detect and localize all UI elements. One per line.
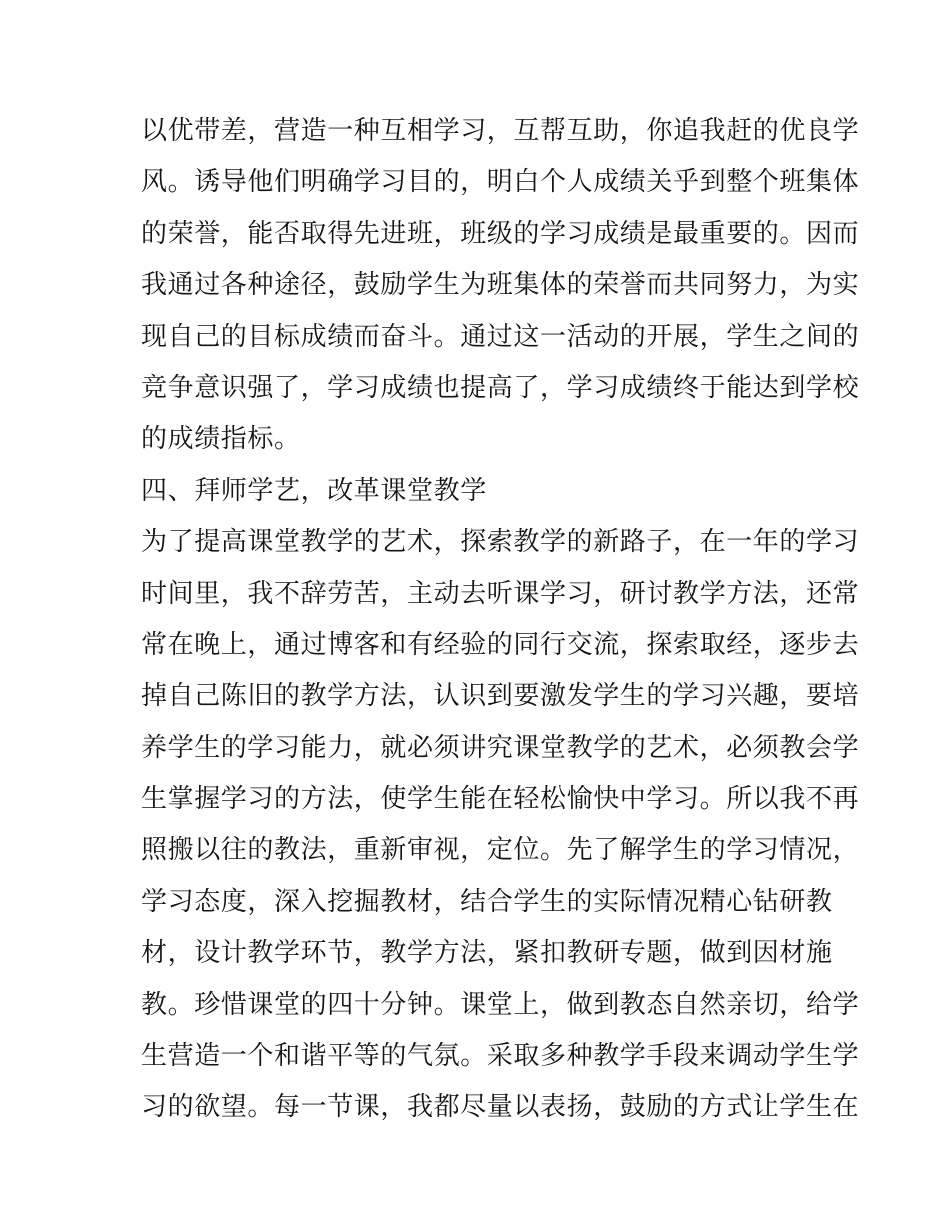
text-line: 时间里，我不辞劳苦，主动去听课学习，研讨教学方法，还常	[141, 578, 860, 609]
text-line: 的荣誉，能否取得先进班，班级的学习成绩是最重要的。因而	[141, 218, 860, 249]
text-line: 以优带差，营造一种互相学习，互帮互助，你追我赶的优良学	[141, 116, 860, 146]
body-text	[141, 106, 860, 1134]
text-line: 教。珍惜课堂的四十分钟。课堂上，做到教态自然亲切，给学	[141, 989, 860, 1020]
text-line: 现自己的目标成绩而奋斗。通过这一活动的开展，学生之间的	[141, 321, 860, 352]
text-line: 为了提高课堂教学的艺术，探索教学的新路子，在一年的学习	[141, 527, 860, 558]
text-line: 掉自己陈旧的教学方法，认识到要激发学生的学习兴趣，要培	[141, 681, 860, 712]
text-line: 养学生的学习能力，就必须讲究课堂教学的艺术，必须教会学	[141, 732, 860, 763]
text-line: 常在晚上，通过博客和有经验的同行交流，探索取经，逐步去	[141, 629, 860, 660]
text-line: 我通过各种途径，鼓励学生为班集体的荣誉而共同努力，为实	[141, 270, 860, 301]
text-line: 生营造一个和谐平等的气氛。采取多种教学手段来调动学生学	[141, 1041, 860, 1072]
text-line: 风。诱导他们明确学习目的，明白个人成绩关乎到整个班集体	[141, 167, 860, 198]
text-line: 生掌握学习的方法，使学生能在轻松愉快中学习。所以我不再	[141, 784, 860, 815]
text-line: 学习态度，深入挖掘教材，结合学生的实际情况精心钻研教	[141, 886, 833, 917]
section-heading: 四、拜师学艺，改革课堂教学	[141, 475, 487, 506]
text-line: 竞争意识强了，学习成绩也提高了，学习成绩终于能达到学校	[141, 372, 860, 403]
text-line: 照搬以往的教法，重新审视，定位。先了解学生的学习情况，	[141, 835, 860, 866]
text-line: 材，设计教学环节，教学方法，紧扣教研专题，做到因材施	[141, 938, 833, 969]
text-line: 习的欲望。每一节课，我都尽量以表扬，鼓励的方式让学生在	[141, 1092, 860, 1123]
text-line: 的成绩指标。	[141, 424, 301, 455]
